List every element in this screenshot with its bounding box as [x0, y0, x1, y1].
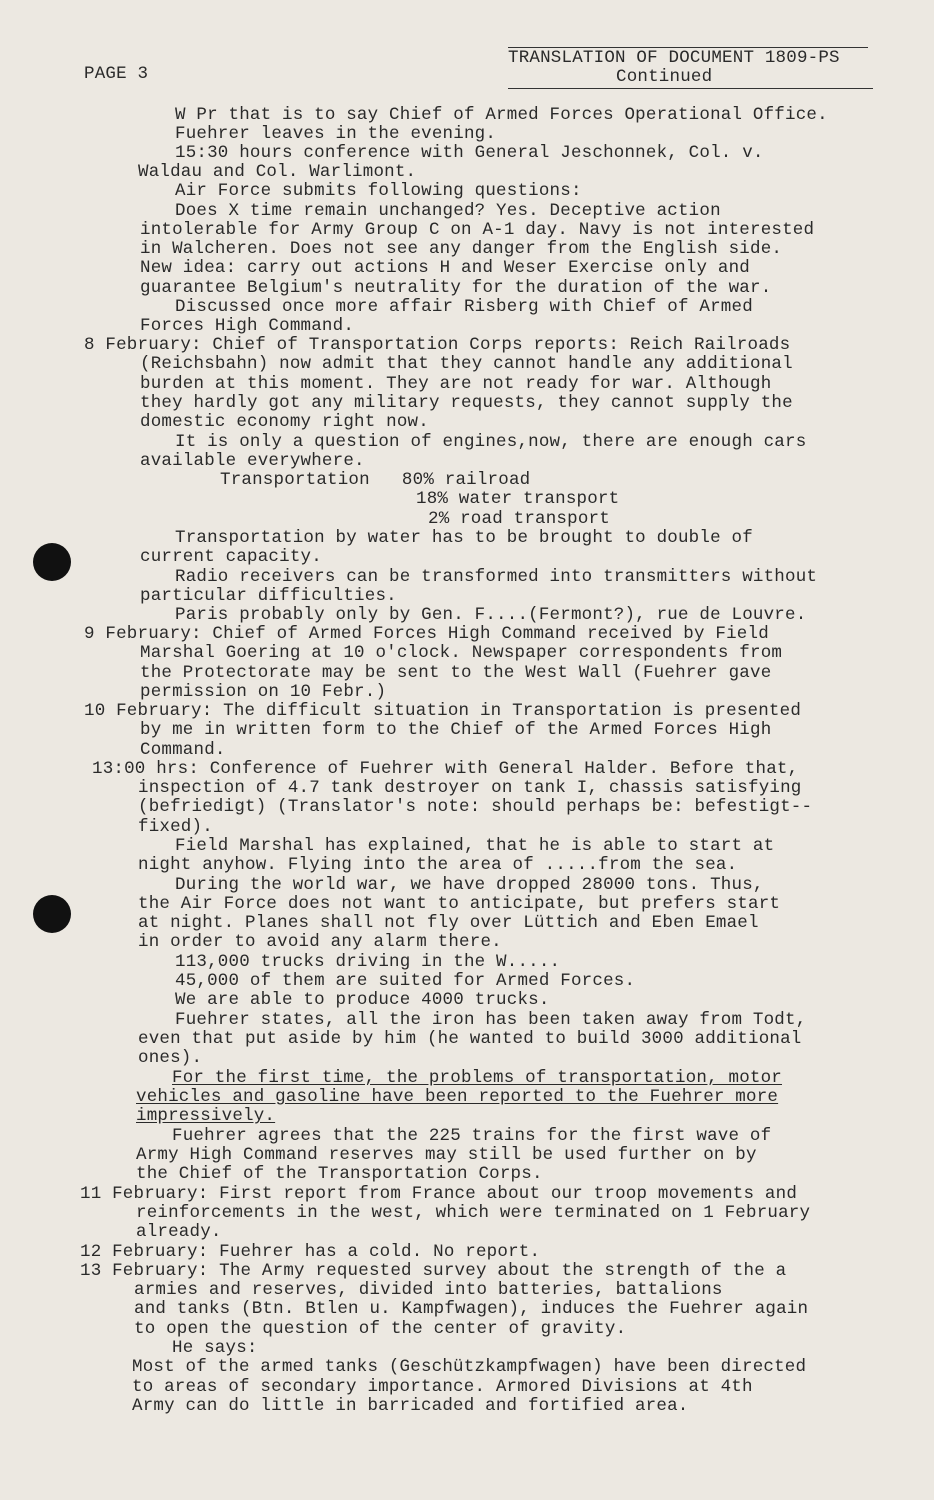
text-line: to open the question of the center of gravity.: [134, 1319, 627, 1339]
text-line: at night. Planes shall not fly over Lüttich and Eben Emael: [138, 913, 759, 933]
text-line: inspection of 4.7 tank destroyer on tank I, chassis satisfying: [138, 778, 802, 798]
text-line: fixed).: [138, 817, 213, 837]
text-line: permission on 10 Febr.): [140, 682, 387, 702]
text-line: even that put aside by him (he wanted to build 3000 additional: [138, 1029, 802, 1049]
text-line: Transportation by water has to be brought to double of: [175, 528, 753, 548]
text-line: It is only a question of engines,now, there are enough cars: [175, 432, 807, 452]
text-line: Paris probably only by Gen. F....(Fermont?), rue de Louvre.: [175, 605, 807, 625]
transport-row-rail: Transportation 80% railroad: [220, 470, 531, 490]
text-line: Does X time remain unchanged? Yes. Deceptive action: [175, 201, 721, 221]
punch-hole: [33, 543, 71, 581]
text-line: to areas of secondary importance. Armored Divisions at 4th: [132, 1377, 753, 1397]
text-line: Army can do little in barricaded and fortified area.: [132, 1396, 689, 1416]
text-line: reinforcements in the west, which were terminated on 1 February: [136, 1203, 811, 1223]
text-line: the Chief of the Transportation Corps.: [136, 1164, 543, 1184]
text-line: Radio receivers can be transformed into transmitters without: [175, 567, 818, 587]
underlined-line: vehicles and gasoline have been reported to the Fuehrer more: [136, 1087, 779, 1107]
text-line: Most of the armed tanks (Geschützkampfwagen) have been directed: [132, 1357, 807, 1377]
text-line: Field Marshal has explained, that he is able to start at: [175, 836, 775, 856]
entry-13-00-hrs: 13:00 hrs: Conference of Fuehrer with General Halder. Before that,: [92, 759, 799, 779]
text-line: by me in written form to the Chief of the Armed Forces High: [140, 720, 772, 740]
text-line: night anyhow. Flying into the area of .....from the sea.: [138, 855, 738, 875]
text-line: During the world war, we have dropped 28000 tons. Thus,: [175, 875, 764, 895]
text-line: and tanks (Btn. Btlen u. Kampfwagen), induces the Fuehrer again: [134, 1299, 809, 1319]
text-line: particular difficulties.: [140, 586, 397, 606]
page-label: PAGE 3: [84, 64, 149, 84]
underlined-line: For the first time, the problems of transportation, motor: [172, 1068, 782, 1088]
text-line: (Reichsbahn) now admit that they cannot handle any additional: [140, 354, 793, 374]
entry-12-february: 12 February: Fuehrer has a cold. No report.: [80, 1242, 541, 1262]
text-line: current capacity.: [140, 547, 322, 567]
subtitle-rule: [508, 88, 873, 89]
text-line: Fuehrer agrees that the 225 trains for the first wave of: [172, 1126, 772, 1146]
text-line: the Air Force does not want to anticipate, but prefers start: [138, 894, 781, 914]
document-subtitle: Continued: [616, 67, 713, 87]
text-line: ones).: [138, 1048, 203, 1068]
text-line: 113,000 trucks driving in the W.....: [175, 952, 561, 972]
punch-hole: [33, 895, 71, 933]
title-rule: [508, 47, 868, 48]
text-line: guarantee Belgium's neutrality for the duration of the war.: [140, 278, 772, 298]
text-line: He says:: [172, 1338, 258, 1358]
entry-9-february: 9 February: Chief of Armed Forces High Command received by Field: [84, 624, 769, 644]
text-line: New idea: carry out actions H and Weser Exercise only and: [140, 258, 750, 278]
text-line: Marshal Goering at 10 o'clock. Newspaper correspondents from: [140, 643, 783, 663]
entry-8-february: 8 February: Chief of Transportation Corps reports: Reich Railroads: [84, 335, 791, 355]
text-line: in order to avoid any alarm there.: [138, 932, 502, 952]
text-line: Fuehrer states, all the iron has been taken away from Todt,: [175, 1010, 807, 1030]
document-title: TRANSLATION OF DOCUMENT 1809-PS: [508, 48, 840, 68]
text-line: Command.: [140, 740, 226, 760]
text-line: Air Force submits following questions:: [175, 181, 582, 201]
text-line: Army High Command reserves may still be used further on by: [136, 1145, 757, 1165]
text-line: 45,000 of them are suited for Armed Forces.: [175, 971, 636, 991]
text-line: already.: [136, 1222, 222, 1242]
text-line: armies and reserves, divided into batteries, battalions: [134, 1280, 723, 1300]
text-line: they hardly got any military requests, they cannot supply the: [140, 393, 793, 413]
text-line: burden at this moment. They are not ready for war. Although: [140, 374, 772, 394]
text-line: Discussed once more affair Risberg with Chief of Armed: [175, 297, 753, 317]
transport-row-road: 2% road transport: [428, 509, 610, 529]
text-line: domestic economy right now.: [140, 412, 429, 432]
entry-11-february: 11 February: First report from France about our troop movements and: [80, 1184, 798, 1204]
text-line: Waldau and Col. Warlimont.: [138, 162, 417, 182]
text-line: Forces High Command.: [140, 316, 355, 336]
text-line: 15:30 hours conference with General Jeschonnek, Col. v.: [175, 143, 764, 163]
text-line: in Walcheren. Does not see any danger from the English side.: [140, 239, 783, 259]
text-line: intolerable for Army Group C on A-1 day. Navy is not interested: [140, 220, 815, 240]
underlined-line: impressively.: [136, 1106, 276, 1126]
entry-10-february: 10 February: The difficult situation in Transportation is presented: [84, 701, 802, 721]
text-line: W Pr that is to say Chief of Armed Forces Operational Office.: [175, 105, 828, 125]
text-line: the Protectorate may be sent to the West Wall (Fuehrer gave: [140, 663, 772, 683]
transport-row-water: 18% water transport: [416, 489, 620, 509]
text-line: (befriedigt) (Translator's note: should perhaps be: befestigt--: [138, 797, 813, 817]
text-line: We are able to produce 4000 trucks.: [175, 990, 550, 1010]
text-line: available everywhere.: [140, 451, 365, 471]
text-line: Fuehrer leaves in the evening.: [175, 124, 497, 144]
entry-13-february: 13 February: The Army requested survey about the strength of the a: [80, 1261, 787, 1281]
